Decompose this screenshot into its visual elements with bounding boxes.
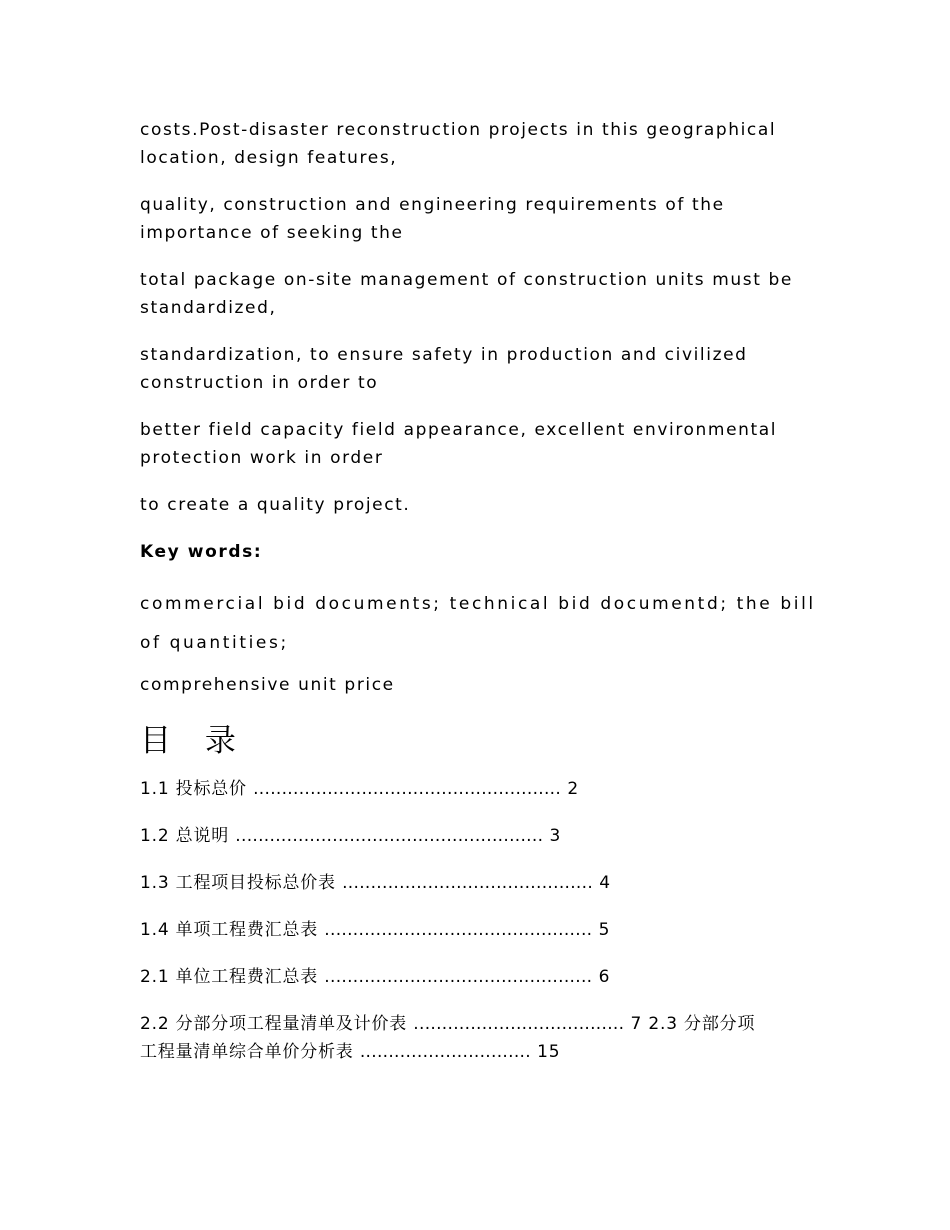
toc-entry[interactable] xyxy=(140,869,820,897)
toc-entry-title: 工程项目投标总价表 xyxy=(175,873,336,893)
abstract-paragraph xyxy=(140,416,820,472)
toc-entry-wrapped[interactable] xyxy=(140,1010,820,1066)
toc-entry-page: 4 xyxy=(599,873,611,893)
text-line: of quantities; xyxy=(140,633,289,653)
toc-entry[interactable] xyxy=(140,775,820,803)
toc-entry[interactable] xyxy=(140,963,820,991)
toc-entry[interactable] xyxy=(140,916,820,944)
toc-entry-page: 7 xyxy=(630,1014,643,1034)
keywords-label: Key words: xyxy=(140,542,263,562)
toc-entry-number: 2.2 xyxy=(140,1014,170,1034)
toc-entry-leader: ............................................... xyxy=(324,967,593,987)
toc-entry-title: 总说明 xyxy=(175,826,230,846)
text-line: better field capacity field appearance, excellent environmental xyxy=(140,420,778,440)
toc-entry-page: 15 xyxy=(537,1042,561,1062)
text-line: quality, construction and engineering requirements of the xyxy=(140,195,725,215)
toc-entry-line xyxy=(140,1038,820,1066)
toc-entry-page: 2 xyxy=(567,779,579,799)
document-page xyxy=(140,116,820,1085)
toc-entry-number: 1.1 xyxy=(140,779,170,799)
text-line: importance of seeking the xyxy=(140,223,404,243)
abstract-paragraph xyxy=(140,341,820,397)
abstract-paragraph xyxy=(140,116,820,172)
toc-entry-leader: ..................................... xyxy=(413,1014,625,1034)
text-line: standardized, xyxy=(140,298,277,318)
toc-title: 目 录 xyxy=(140,723,248,759)
toc-entry-leader: .............................. xyxy=(359,1042,531,1062)
keywords-text xyxy=(140,585,820,663)
table-of-contents xyxy=(140,721,820,1066)
toc-entry-page: 5 xyxy=(598,920,611,940)
toc-entry-leader: ...................................................... xyxy=(253,779,562,799)
abstract-paragraph xyxy=(140,191,820,247)
keywords-last-line: comprehensive unit price xyxy=(140,675,395,695)
toc-entry[interactable] xyxy=(140,822,820,850)
toc-entry-title: 投标总价 xyxy=(175,779,247,799)
text-line: location, design features, xyxy=(140,148,398,168)
text-line: total package on-site management of construction units must be xyxy=(140,270,793,290)
text-line: commercial bid documents; technical bid documentd; the bill xyxy=(140,594,816,614)
text-line: to create a quality project. xyxy=(140,495,411,515)
keywords-section xyxy=(140,538,820,699)
abstract-paragraph xyxy=(140,491,820,519)
abstract-section xyxy=(140,116,820,519)
toc-entry-number: 1.3 xyxy=(140,873,170,893)
toc-entry-number: 1.2 xyxy=(140,826,170,846)
toc-entry-leader: ............................................ xyxy=(342,873,594,893)
toc-entry-title: 分部分项 xyxy=(684,1014,756,1034)
toc-entry-line xyxy=(140,1010,820,1038)
toc-entry-title: 单项工程费汇总表 xyxy=(175,920,319,940)
text-line: costs.Post-disaster reconstruction projects in this geographical xyxy=(140,120,777,140)
text-line: construction in order to xyxy=(140,373,379,393)
abstract-paragraph xyxy=(140,266,820,322)
text-line: standardization, to ensure safety in production and civilized xyxy=(140,345,748,365)
toc-entry-number: 2.1 xyxy=(140,967,170,987)
toc-entry-page: 3 xyxy=(549,826,562,846)
toc-entry-title: 单位工程费汇总表 xyxy=(175,967,319,987)
toc-entry-page: 6 xyxy=(598,967,611,987)
toc-entry-leader: ............................................... xyxy=(324,920,593,940)
toc-entry-leader: ...................................................... xyxy=(235,826,544,846)
toc-entry-title: 工程量清单综合单价分析表 xyxy=(140,1042,354,1062)
toc-entry-number: 1.4 xyxy=(140,920,170,940)
toc-entry-number: 2.3 xyxy=(648,1014,678,1034)
toc-entry-title: 分部分项工程量清单及计价表 xyxy=(175,1014,408,1034)
text-line: protection work in order xyxy=(140,448,384,468)
